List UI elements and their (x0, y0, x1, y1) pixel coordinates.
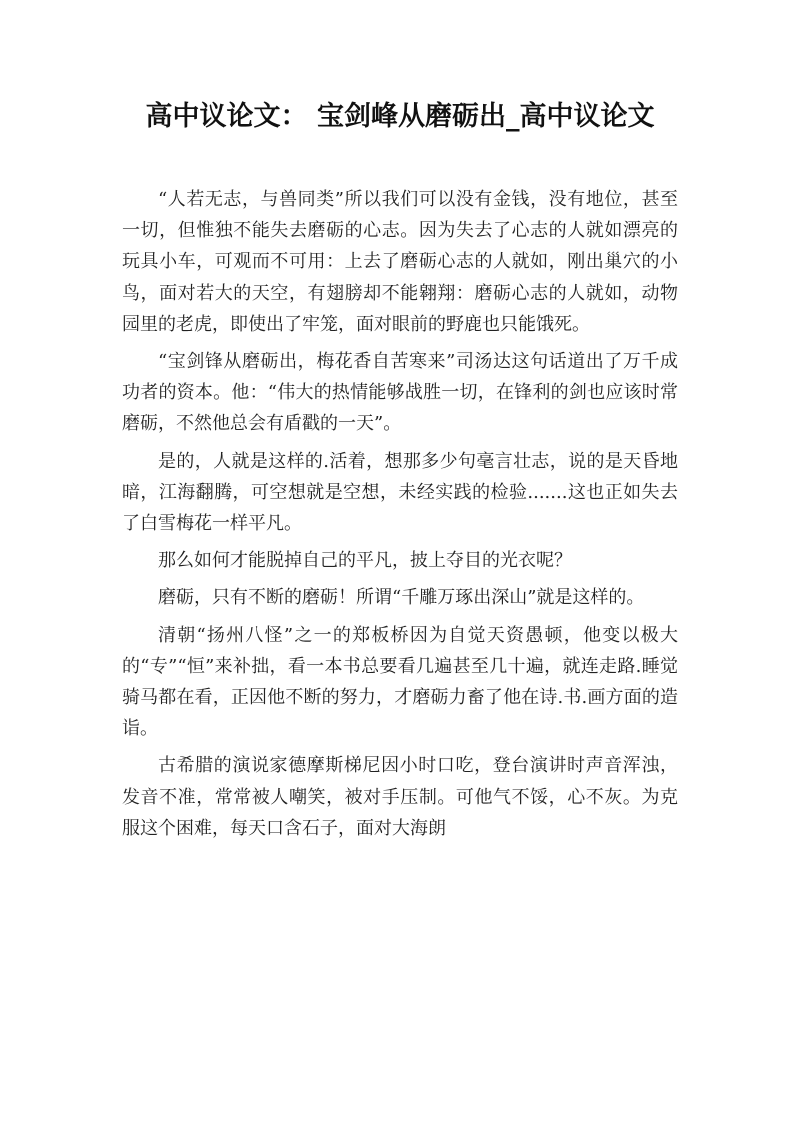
document-body (122, 184, 678, 844)
paragraph: 清朝“扬州八怪”之一的郑板桥因为自觉天资愚顿，他变以极大的“专”“恒”来补拙，看一本书总要看几遍甚至几十遍，就连走路.睡觉骑马都在看，正因他不断的努力，才磨砺力畜了他在诗.书.画方面的造诣。 (122, 624, 678, 740)
paragraph: 是的，人就是这样的.活着，想那多少句毫言壮志，说的是天昏地暗，江海翻腾，可空想就是空想，未经实践的检验.......这也正如失去了白雪梅花一样平凡。 (122, 450, 678, 535)
document-title: 高中议论文： 宝剑峰从磨砺出_高中议论文 (145, 101, 655, 132)
paragraph: 磨砺，只有不断的磨砺！所谓“千雕万琢出深山”就是这样的。 (158, 587, 645, 609)
paragraph: “宝剑锋从磨砺出，梅花香自苦寒来”司汤达这句话道出了万千成功者的资本。他：“伟大的热情能够战胜一切，在锋利的剑也应该时常磨砺，不然他总会有盾戳的一天”。 (122, 351, 678, 435)
paragraph: 古希腊的演说家德摩斯梯尼因小时口吃，登台演讲时声音浑浊，发音不准，常常被人嘲笑，被对手压制。可他气不馁，心不灰。为克服这个困难，每天口含石子，面对大海朗 (122, 755, 678, 839)
paragraph: “人若无志，与兽同类”所以我们可以没有金钱，没有地位，甚至一切，但惟独不能失去磨砺的心志。因为失去了心志的人就如漂亮的玩具小车，可观而不可用：上去了磨砺心志的人就如，刚出巢穴的小鸟，面对若大的天空，有翅膀却不能翱翔：磨砺心志的人就如，动物园里的老虎，即使出了牢笼，面对眼前的野鹿也只能饿死。 (122, 189, 678, 335)
paragraph: 那么如何才能脱掉自己的平凡，披上夺目的光衣呢？ (158, 550, 572, 572)
